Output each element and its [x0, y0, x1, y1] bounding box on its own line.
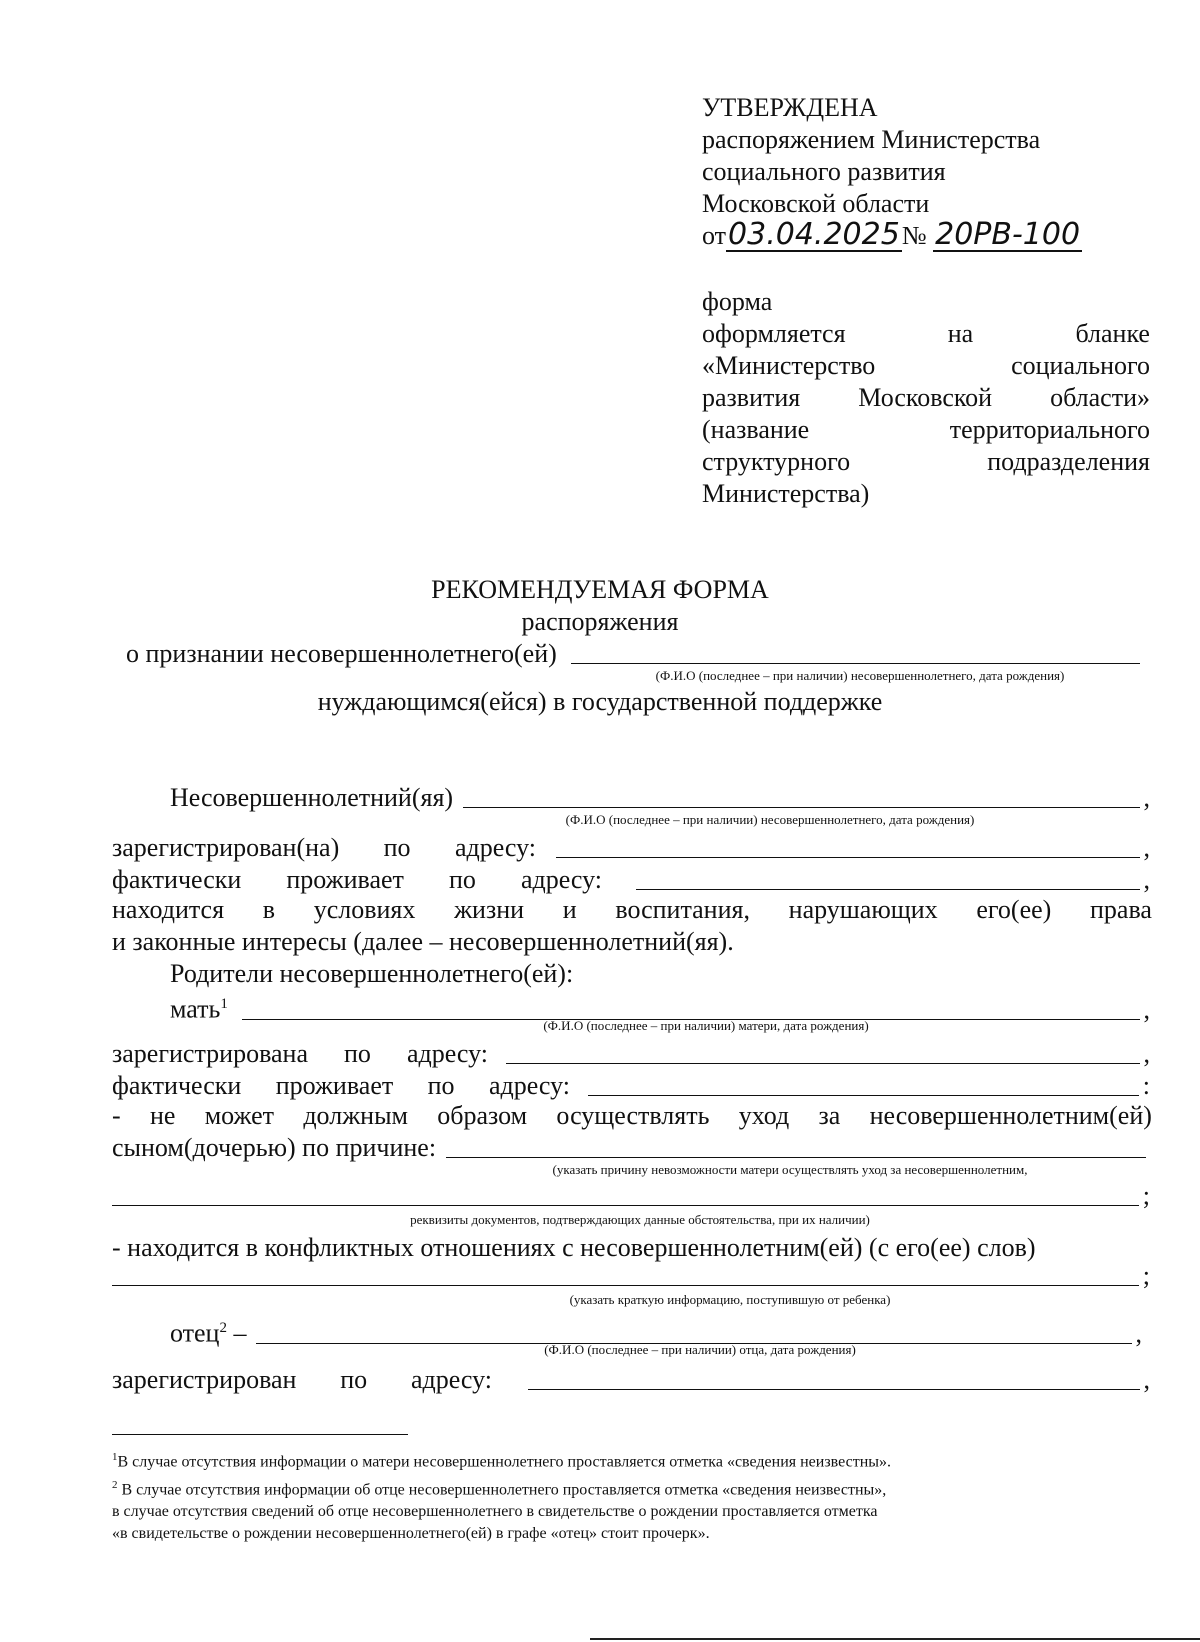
footnote-mark-1: 1	[112, 1451, 118, 1463]
approval-block	[702, 92, 1102, 252]
approval-line-2: социального развития	[702, 157, 946, 186]
semicolon: ;	[1142, 1261, 1150, 1290]
word: нарушающих	[788, 895, 938, 924]
word: по	[383, 833, 411, 862]
bottom-edge-rule	[590, 1638, 1200, 1640]
word: и	[562, 895, 577, 924]
footnote-2-line-1	[112, 1474, 1152, 1501]
from-prefix: от	[702, 221, 727, 250]
reason-row	[112, 1132, 1146, 1164]
about-line	[126, 638, 1140, 670]
word: условиях	[313, 895, 416, 924]
reason-field[interactable]	[446, 1133, 1146, 1158]
approval-date-line	[702, 217, 1102, 252]
word: несовершеннолетним(ей)	[869, 1101, 1152, 1130]
mother-registered-row	[112, 1038, 1150, 1070]
cannot-care-line	[112, 1100, 1152, 1132]
blank-note-line-5	[702, 414, 1150, 446]
actual-row	[112, 864, 1150, 896]
registered-label	[112, 832, 536, 864]
approval-number: 20РВ-100	[935, 217, 1081, 252]
actual-field[interactable]	[636, 865, 1140, 890]
registered-field[interactable]	[556, 833, 1140, 858]
word: в	[262, 895, 276, 924]
footnote-1	[112, 1446, 891, 1473]
word: образом	[437, 1101, 528, 1130]
footnote-ref-2: 2	[219, 1320, 227, 1336]
word: зарегистрирована	[112, 1039, 308, 1068]
blank-note-line-2	[702, 318, 1150, 350]
word: развития	[702, 383, 801, 412]
reason-caption-2: реквизиты документов, подтверждающих данные обстоятельства, при их наличии)	[410, 1212, 870, 1227]
semicolon: ;	[1142, 1181, 1150, 1210]
footnote-ref-1: 1	[220, 996, 228, 1012]
blank-note	[702, 286, 1150, 510]
word: должным	[303, 1101, 408, 1130]
word: адресу:	[406, 1039, 488, 1068]
word: области»	[1050, 383, 1150, 412]
form-subtitle: распоряжения	[521, 607, 679, 636]
comma: ,	[1143, 1365, 1150, 1394]
word: фактически	[112, 865, 242, 894]
about-caption: (Ф.И.О (последнее – при наличии) несовершеннолетнего, дата рождения)	[655, 668, 1065, 683]
word: подразделения	[987, 447, 1150, 476]
word: по	[340, 1365, 368, 1394]
reason-row-2	[112, 1180, 1150, 1212]
word: проживает	[286, 865, 404, 894]
about-field[interactable]	[571, 639, 1140, 664]
conditions-line-2: и законные интересы (далее – несовершеннолетний(яя).	[112, 927, 734, 956]
mother-actual-row	[112, 1070, 1150, 1102]
footnote-2-line-2: в случае отсутствия сведений об отце несовершеннолетнего в свидетельстве о рождении проставляется отметка	[112, 1503, 878, 1521]
footnote-mark-2: 2	[112, 1479, 118, 1491]
father-caption: (Ф.И.О (последнее – при наличии) отца, дата рождения)	[544, 1342, 856, 1357]
word: зарегистрирован(на)	[112, 833, 340, 862]
registered-row	[112, 832, 1150, 864]
reason-label: сыном(дочерью) по причине:	[112, 1133, 437, 1162]
word: на	[947, 319, 974, 348]
word: (название	[702, 415, 810, 444]
form-title: РЕКОМЕНДУЕМАЯ ФОРМА	[431, 575, 769, 604]
word: оформляется	[702, 319, 846, 348]
father-label-text: отец	[170, 1318, 220, 1348]
word: по	[427, 1071, 455, 1100]
minor-caption: (Ф.И.О (последнее – при наличии) несовершеннолетнего, дата рождения)	[565, 812, 975, 827]
comma: ,	[1143, 833, 1150, 862]
number-sign: №	[901, 221, 927, 250]
approval-title: УТВЕРЖДЕНА	[702, 93, 878, 122]
mother-actual-label	[112, 1070, 570, 1102]
father-registered-field[interactable]	[528, 1365, 1140, 1390]
footnote-2	[112, 1474, 1152, 1545]
word: не	[149, 1101, 176, 1130]
footnote-2-line-3: «в свидетельстве о рождении несовершеннолетнего(ей) в графе «отец» стоит прочерк».	[112, 1525, 710, 1543]
blank-note-line-4	[702, 382, 1150, 414]
conflict-caption: (указать краткую информацию, поступившую от ребенка)	[569, 1292, 891, 1307]
word: структурного	[702, 447, 851, 476]
word: уход	[738, 1101, 790, 1130]
word: за	[818, 1101, 841, 1130]
word: адресу:	[520, 865, 602, 894]
dash: –	[233, 1318, 247, 1348]
word: по	[344, 1039, 371, 1068]
word: осуществлять	[556, 1101, 710, 1130]
footnote-1-text: В случае отсутствия информации о матери несовершеннолетнего проставляется отметка «сведения неизвестны».	[117, 1453, 892, 1471]
blank-note-line-6	[702, 446, 1150, 478]
word: Московской	[858, 383, 993, 412]
about-suffix: нуждающимся(ейся) в государственной поддержке	[317, 687, 883, 716]
word: зарегистрирован	[112, 1365, 297, 1394]
reason-caption: (указать причину невозможности матери осуществлять уход за несовершеннолетним,	[552, 1162, 1028, 1177]
word: адресу:	[488, 1071, 570, 1100]
blank-note-line-7: Министерства)	[702, 479, 870, 508]
footnote-2-line-1-text	[112, 1474, 886, 1501]
approval-line-1: распоряжением Министерства	[702, 125, 1041, 154]
parents-label: Родители несовершеннолетнего(ей):	[170, 959, 574, 988]
word: жизни	[454, 895, 525, 924]
word: территориального	[949, 415, 1150, 444]
mother-actual-field[interactable]	[588, 1071, 1139, 1096]
father-label	[170, 1312, 246, 1350]
word: проживает	[275, 1071, 394, 1100]
conflict-field[interactable]	[112, 1261, 1139, 1286]
mother-registered-field[interactable]	[506, 1039, 1140, 1064]
father-registered-row	[112, 1364, 1150, 1396]
minor-field[interactable]	[463, 783, 1139, 808]
word: его(ее)	[976, 895, 1052, 924]
word: -	[112, 1101, 121, 1130]
word: находится	[112, 895, 225, 924]
mother-field[interactable]	[242, 995, 1140, 1020]
father-registered-label	[112, 1364, 492, 1396]
word: адресу:	[454, 833, 536, 862]
word: бланке	[1075, 319, 1150, 348]
actual-label	[112, 864, 602, 896]
approval-date: 03.04.2025	[728, 217, 900, 252]
comma: ,	[1143, 783, 1150, 812]
word: адресу:	[410, 1365, 492, 1394]
comma: ,	[1143, 865, 1150, 894]
blank-note-line-3	[702, 350, 1150, 382]
reason-field-2[interactable]	[112, 1181, 1139, 1206]
mother-label-text: мать	[170, 994, 221, 1024]
conditions-line-1	[112, 894, 1152, 926]
minor-label: Несовершеннолетний(яя)	[170, 783, 454, 812]
word: социального	[1011, 351, 1150, 380]
father-field[interactable]	[256, 1319, 1131, 1344]
word: по	[448, 865, 476, 894]
footnote-separator	[112, 1434, 408, 1435]
comma: ,	[1143, 994, 1150, 1024]
conflict-line: - находится в конфликтных отношениях с несовершеннолетним(ей) (с его(ее) слов)	[112, 1233, 1036, 1262]
comma: ,	[1135, 1318, 1142, 1348]
blank-note-line-1: форма	[702, 287, 773, 316]
word: права	[1090, 895, 1152, 924]
word: воспитания,	[615, 895, 750, 924]
footnote-2-text-1: В случае отсутствия информации об отце несовершеннолетнего проставляется отметка «сведения неизвестны»,	[121, 1481, 887, 1499]
colon: :	[1142, 1071, 1150, 1100]
word: может	[204, 1101, 275, 1130]
comma: ,	[1143, 1039, 1150, 1068]
about-prefix: о признании несовершеннолетнего(ей)	[126, 639, 557, 668]
conflict-row	[112, 1260, 1150, 1292]
mother-registered-label	[112, 1038, 488, 1070]
word: фактически	[112, 1071, 242, 1100]
mother-caption: (Ф.И.О (последнее – при наличии) матери, дата рождения)	[543, 1018, 869, 1033]
approval-line-3: Московской области	[702, 189, 930, 218]
mother-label	[170, 988, 228, 1026]
word: «Министерство	[702, 351, 876, 380]
minor-row	[170, 782, 1150, 814]
